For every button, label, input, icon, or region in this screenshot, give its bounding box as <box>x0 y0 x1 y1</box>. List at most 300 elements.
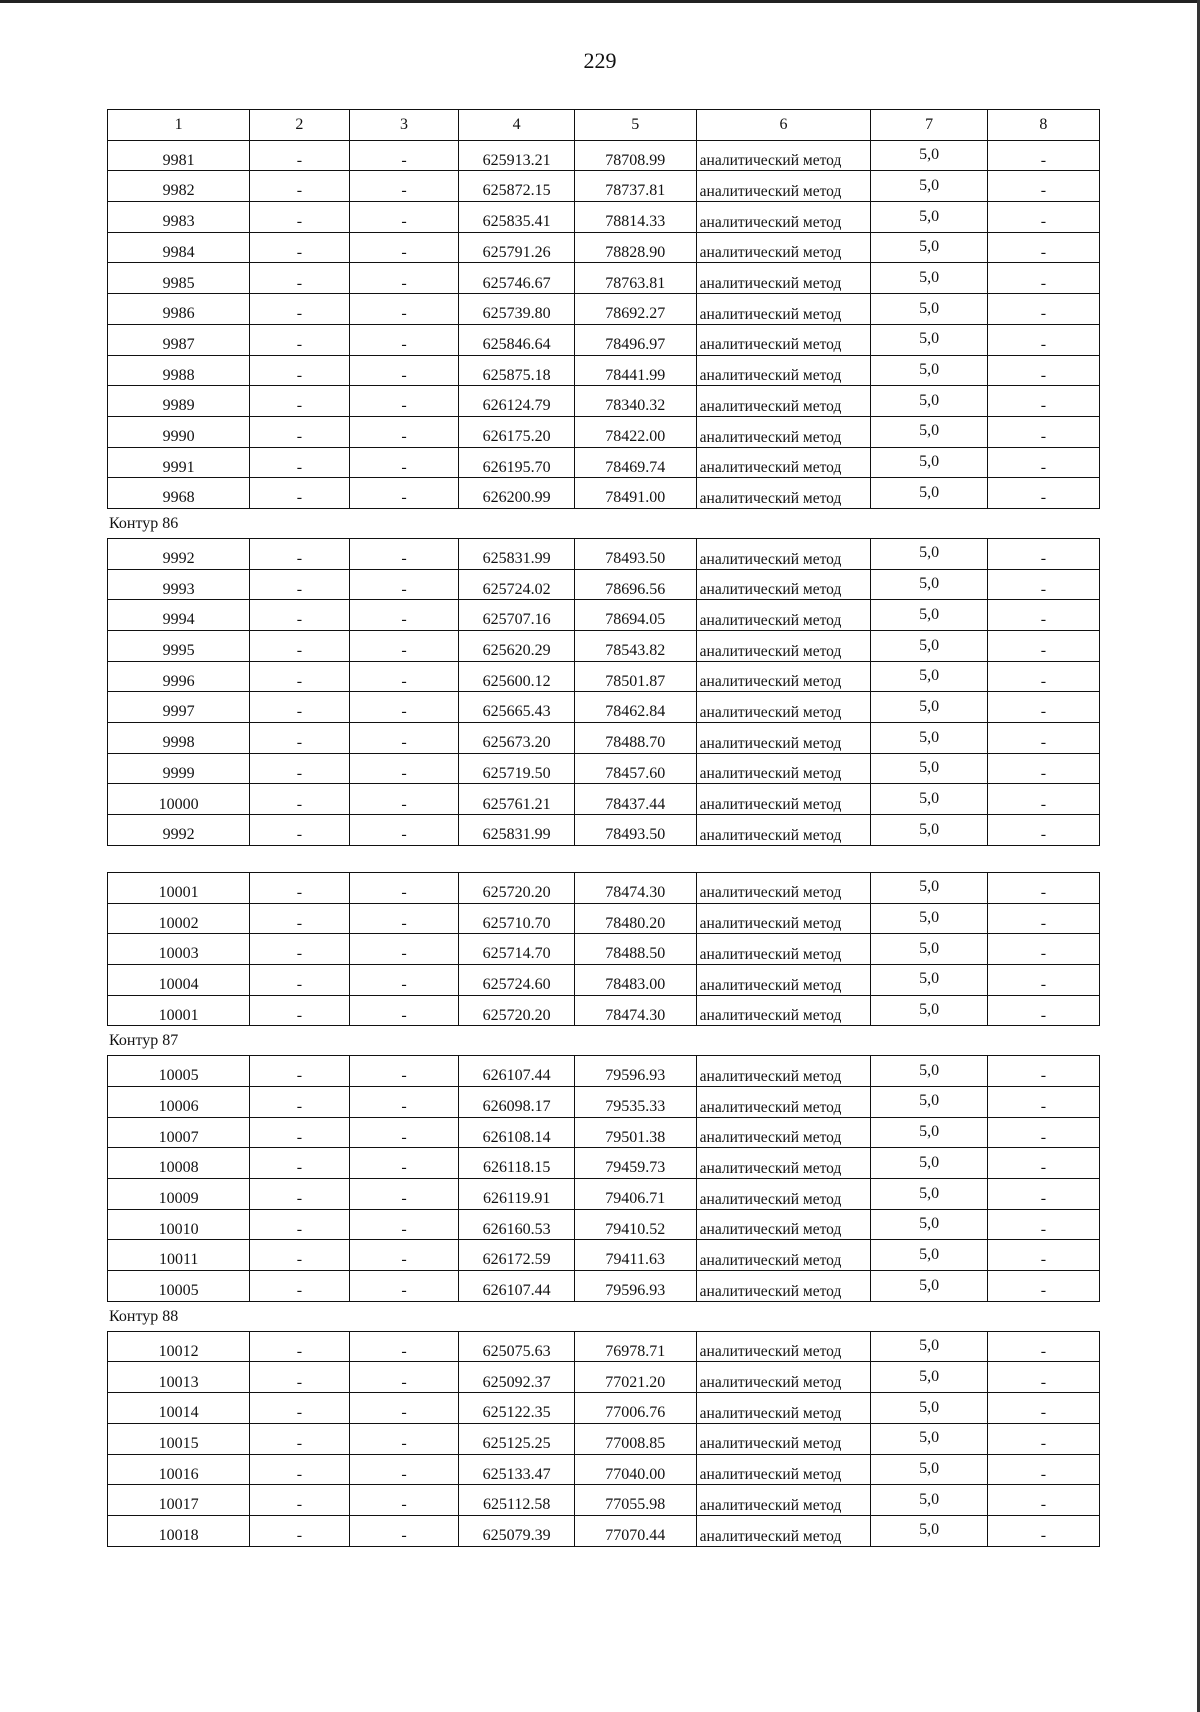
table-cell: - <box>250 600 349 631</box>
table-cell: - <box>349 1331 459 1362</box>
table-cell: 626200.99 <box>459 478 574 509</box>
table-cell: 5,0 <box>871 569 987 600</box>
table-cell: 78694.05 <box>574 600 696 631</box>
table-cell: 5,0 <box>871 815 987 846</box>
table-cell: 78422.00 <box>574 416 696 447</box>
table-cell: 9993 <box>108 569 250 600</box>
table-cell: - <box>250 661 349 692</box>
table-cell: - <box>987 569 1099 600</box>
table-cell: 625600.12 <box>459 661 574 692</box>
table-row <box>108 1331 1100 1362</box>
table-cell: 5,0 <box>871 171 987 202</box>
table-cell: 626098.17 <box>459 1086 574 1117</box>
table-cell: 5,0 <box>871 1271 987 1302</box>
table-cell: - <box>987 1240 1099 1271</box>
table-cell: аналитический метод <box>696 1423 871 1454</box>
table-cell: 5,0 <box>871 1423 987 1454</box>
table-cell: аналитический метод <box>696 815 871 846</box>
table-cell: 78480.20 <box>574 903 696 934</box>
table-cell: - <box>250 1209 349 1240</box>
table-cell: 78737.81 <box>574 171 696 202</box>
table-cell: 625831.99 <box>459 815 574 846</box>
table-cell: - <box>349 202 459 233</box>
table-row <box>108 416 1100 447</box>
table-cell: аналитический метод <box>696 1454 871 1485</box>
table-cell: аналитический метод <box>696 263 871 294</box>
table-row <box>108 1393 1100 1424</box>
table-cell: 625724.60 <box>459 964 574 995</box>
table-cell: 78708.99 <box>574 140 696 171</box>
table-cell: 79596.93 <box>574 1271 696 1302</box>
table-cell: 5,0 <box>871 723 987 754</box>
table-cell: 9989 <box>108 386 250 417</box>
table-cell: 5,0 <box>871 1056 987 1087</box>
table-cell: 79411.63 <box>574 1240 696 1271</box>
table-cell: 625125.25 <box>459 1423 574 1454</box>
table-cell: - <box>987 1362 1099 1393</box>
table-cell: - <box>349 569 459 600</box>
table-cell: - <box>987 171 1099 202</box>
table-cell: - <box>250 872 349 903</box>
table-cell: аналитический метод <box>696 232 871 263</box>
table-cell: - <box>250 631 349 662</box>
table-cell: аналитический метод <box>696 1240 871 1271</box>
table-cell: 79459.73 <box>574 1148 696 1179</box>
table-cell: 10014 <box>108 1393 250 1424</box>
table-cell: - <box>349 934 459 965</box>
column-header-4: 4 <box>459 110 574 141</box>
table-cell: - <box>987 1271 1099 1302</box>
column-header-6: 6 <box>696 110 871 141</box>
table-row <box>108 202 1100 233</box>
table-cell: аналитический метод <box>696 723 871 754</box>
table-cell: - <box>987 753 1099 784</box>
table-cell: - <box>349 600 459 631</box>
table-cell: - <box>250 140 349 171</box>
table-cell: 5,0 <box>871 263 987 294</box>
table-cell: аналитический метод <box>696 1485 871 1516</box>
table-cell: - <box>987 1515 1099 1546</box>
page-number: 229 <box>583 48 617 73</box>
table-cell: 10000 <box>108 784 250 815</box>
table-cell: 5,0 <box>871 600 987 631</box>
table-cell: аналитический метод <box>696 995 871 1026</box>
column-header-3: 3 <box>349 110 459 141</box>
table-cell: 78441.99 <box>574 355 696 386</box>
table-cell: - <box>987 631 1099 662</box>
table-row <box>108 263 1100 294</box>
table-cell: 9987 <box>108 324 250 355</box>
table-cell: - <box>349 1362 459 1393</box>
table-cell: 625720.20 <box>459 872 574 903</box>
table-row <box>108 815 1100 846</box>
table-cell: - <box>987 723 1099 754</box>
table-cell: 626175.20 <box>459 416 574 447</box>
table-cell: 9999 <box>108 753 250 784</box>
table-cell: 625665.43 <box>459 692 574 723</box>
table-cell: аналитический метод <box>696 1393 871 1424</box>
table-cell: 626107.44 <box>459 1056 574 1087</box>
table-cell: 625075.63 <box>459 1331 574 1362</box>
table-cell: 625746.67 <box>459 263 574 294</box>
table-row <box>108 753 1100 784</box>
table-cell: аналитический метод <box>696 784 871 815</box>
table-row <box>108 1362 1100 1393</box>
table-cell: 10002 <box>108 903 250 934</box>
table-cell: - <box>987 202 1099 233</box>
table-row <box>108 964 1100 995</box>
table-cell: - <box>987 1485 1099 1516</box>
table-cell: 76978.71 <box>574 1331 696 1362</box>
table-row <box>108 447 1100 478</box>
table-cell: - <box>250 1117 349 1148</box>
table-cell: - <box>250 1240 349 1271</box>
table-cell: 9991 <box>108 447 250 478</box>
table-cell: - <box>250 294 349 325</box>
table-cell: аналитический метод <box>696 416 871 447</box>
table-cell: 5,0 <box>871 294 987 325</box>
table-cell: - <box>987 872 1099 903</box>
table-cell: - <box>250 171 349 202</box>
table-cell: - <box>250 934 349 965</box>
contour-label: Контур 87 <box>109 1032 179 1050</box>
table-cell: 9981 <box>108 140 250 171</box>
table-cell: 625913.21 <box>459 140 574 171</box>
table-cell: - <box>250 1148 349 1179</box>
table-cell: 5,0 <box>871 1117 987 1148</box>
table-cell: 625714.70 <box>459 934 574 965</box>
table-cell: - <box>250 263 349 294</box>
table-row <box>108 784 1100 815</box>
table-cell: - <box>987 1148 1099 1179</box>
table-cell: - <box>987 815 1099 846</box>
column-header-7: 7 <box>871 110 987 141</box>
table-cell: - <box>250 1454 349 1485</box>
table-cell: - <box>987 416 1099 447</box>
table-row <box>108 934 1100 965</box>
table-cell: 5,0 <box>871 1331 987 1362</box>
table-cell: 9996 <box>108 661 250 692</box>
table-cell: 77040.00 <box>574 1454 696 1485</box>
table-cell: аналитический метод <box>696 661 871 692</box>
table-cell: 10001 <box>108 995 250 1026</box>
table-cell: 9982 <box>108 171 250 202</box>
table-row <box>108 171 1100 202</box>
table-cell: 5,0 <box>871 1209 987 1240</box>
table-row <box>108 1515 1100 1546</box>
table-cell: - <box>349 140 459 171</box>
table-cell: 10016 <box>108 1454 250 1485</box>
table-row <box>108 600 1100 631</box>
table-cell: аналитический метод <box>696 903 871 934</box>
table-cell: 9994 <box>108 600 250 631</box>
table-row <box>108 569 1100 600</box>
table-cell: аналитический метод <box>696 478 871 509</box>
table-cell: - <box>987 386 1099 417</box>
table-cell: 5,0 <box>871 386 987 417</box>
table-cell: - <box>250 1485 349 1516</box>
table-cell: - <box>250 784 349 815</box>
table-cell: 78763.81 <box>574 263 696 294</box>
table-cell: - <box>349 692 459 723</box>
table-cell: 9998 <box>108 723 250 754</box>
table-cell: 5,0 <box>871 1485 987 1516</box>
table-cell: - <box>987 1331 1099 1362</box>
table-row <box>108 1271 1100 1302</box>
table-cell: аналитический метод <box>696 1362 871 1393</box>
table-cell: - <box>349 1056 459 1087</box>
table-cell: - <box>349 171 459 202</box>
table-cell: 625092.37 <box>459 1362 574 1393</box>
table-row <box>108 1148 1100 1179</box>
table-cell: 78496.97 <box>574 324 696 355</box>
table-cell: аналитический метод <box>696 140 871 171</box>
table-cell: 5,0 <box>871 1148 987 1179</box>
table-cell: - <box>250 1086 349 1117</box>
table-cell: - <box>349 447 459 478</box>
table-row <box>108 1086 1100 1117</box>
table-cell: - <box>987 355 1099 386</box>
table-cell: - <box>349 355 459 386</box>
table-cell: 10017 <box>108 1485 250 1516</box>
table-cell: 625835.41 <box>459 202 574 233</box>
table-cell: - <box>349 1179 459 1210</box>
table-cell: 78696.56 <box>574 569 696 600</box>
table-cell: 9995 <box>108 631 250 662</box>
table-cell: 5,0 <box>871 1179 987 1210</box>
table-cell: - <box>987 1393 1099 1424</box>
table-cell: 625720.20 <box>459 995 574 1026</box>
table-cell: 626108.14 <box>459 1117 574 1148</box>
table-cell: - <box>349 723 459 754</box>
table-cell: 5,0 <box>871 661 987 692</box>
table-cell: 79501.38 <box>574 1117 696 1148</box>
contour-label: Контур 88 <box>109 1307 179 1325</box>
table-cell: 5,0 <box>871 753 987 784</box>
table-cell: 5,0 <box>871 964 987 995</box>
table-row <box>108 661 1100 692</box>
table-cell: 626107.44 <box>459 1271 574 1302</box>
table-row <box>108 294 1100 325</box>
table-cell: аналитический метод <box>696 753 871 784</box>
table-cell: - <box>349 1515 459 1546</box>
table-cell: - <box>987 995 1099 1026</box>
table-cell: 77021.20 <box>574 1362 696 1393</box>
table-cell: 9992 <box>108 538 250 569</box>
table-cell: - <box>349 964 459 995</box>
table-cell: 10011 <box>108 1240 250 1271</box>
table-cell: - <box>349 1086 459 1117</box>
table-cell: 10007 <box>108 1117 250 1148</box>
table-row <box>108 1485 1100 1516</box>
table-cell: - <box>987 784 1099 815</box>
table-cell: - <box>250 723 349 754</box>
table-cell: - <box>987 964 1099 995</box>
table-cell: - <box>987 538 1099 569</box>
table-cell: 78814.33 <box>574 202 696 233</box>
table-cell: аналитический метод <box>696 692 871 723</box>
table-cell: 10012 <box>108 1331 250 1362</box>
table-cell: - <box>987 232 1099 263</box>
table-cell: - <box>349 784 459 815</box>
table-cell: - <box>987 1179 1099 1210</box>
table-row <box>108 538 1100 569</box>
table-cell: 10004 <box>108 964 250 995</box>
table-cell: 626118.15 <box>459 1148 574 1179</box>
table-cell: 5,0 <box>871 1515 987 1546</box>
column-header-5: 5 <box>574 110 696 141</box>
table-cell: 9983 <box>108 202 250 233</box>
table-cell: 78474.30 <box>574 872 696 903</box>
table-cell: 10006 <box>108 1086 250 1117</box>
coordinates-block-1 <box>107 538 1100 846</box>
contour-label: Контур 86 <box>109 514 179 532</box>
header-row <box>108 110 1100 141</box>
table-cell: 625719.50 <box>459 753 574 784</box>
table-cell: аналитический метод <box>696 600 871 631</box>
table-cell: - <box>987 1423 1099 1454</box>
table-cell: 78493.50 <box>574 538 696 569</box>
table-cell: 10018 <box>108 1515 250 1546</box>
table-cell: 5,0 <box>871 232 987 263</box>
table-cell: 625724.02 <box>459 569 574 600</box>
table-cell: 10005 <box>108 1271 250 1302</box>
table-cell: 625122.35 <box>459 1393 574 1424</box>
table-cell: 78462.84 <box>574 692 696 723</box>
table-cell: - <box>349 1240 459 1271</box>
table-cell: 78828.90 <box>574 232 696 263</box>
table-cell: аналитический метод <box>696 171 871 202</box>
table-cell: - <box>349 903 459 934</box>
column-header-1: 1 <box>108 110 250 141</box>
table-cell: - <box>349 1271 459 1302</box>
table-row <box>108 1056 1100 1087</box>
table-cell: - <box>987 1454 1099 1485</box>
table-cell: - <box>250 324 349 355</box>
table-cell: 78493.50 <box>574 815 696 846</box>
table-cell: 5,0 <box>871 140 987 171</box>
table-row <box>108 386 1100 417</box>
table-cell: аналитический метод <box>696 324 871 355</box>
table-cell: аналитический метод <box>696 294 871 325</box>
table-cell: 78488.70 <box>574 723 696 754</box>
table-cell: 625875.18 <box>459 355 574 386</box>
table-cell: аналитический метод <box>696 355 871 386</box>
table-cell: 78474.30 <box>574 995 696 1026</box>
table-cell: 5,0 <box>871 1086 987 1117</box>
table-cell: 78340.32 <box>574 386 696 417</box>
table-cell: - <box>987 140 1099 171</box>
table-cell: 625739.80 <box>459 294 574 325</box>
table-cell: аналитический метод <box>696 202 871 233</box>
table-cell: 625831.99 <box>459 538 574 569</box>
table-cell: - <box>250 1179 349 1210</box>
table-cell: 79535.33 <box>574 1086 696 1117</box>
table-cell: 10013 <box>108 1362 250 1393</box>
table-row <box>108 872 1100 903</box>
table-cell: 9968 <box>108 478 250 509</box>
table-cell: 626172.59 <box>459 1240 574 1271</box>
table-cell: 79406.71 <box>574 1179 696 1210</box>
table-cell: 78543.82 <box>574 631 696 662</box>
table-cell: 626124.79 <box>459 386 574 417</box>
table-cell: - <box>987 661 1099 692</box>
table-cell: - <box>349 294 459 325</box>
table-cell: - <box>987 1117 1099 1148</box>
table-cell: 78501.87 <box>574 661 696 692</box>
table-cell: - <box>349 995 459 1026</box>
table-cell: 5,0 <box>871 355 987 386</box>
coordinates-block-2 <box>107 872 1100 1026</box>
table-cell: - <box>987 1086 1099 1117</box>
table-cell: 5,0 <box>871 447 987 478</box>
table-cell: 5,0 <box>871 1240 987 1271</box>
table-cell: 10008 <box>108 1148 250 1179</box>
table-cell: аналитический метод <box>696 1515 871 1546</box>
table-cell: 626119.91 <box>459 1179 574 1210</box>
table-cell: 625791.26 <box>459 232 574 263</box>
coordinates-table <box>107 109 1100 1547</box>
table-cell: 79410.52 <box>574 1209 696 1240</box>
table-cell: 10005 <box>108 1056 250 1087</box>
table-cell: - <box>250 815 349 846</box>
table-cell: аналитический метод <box>696 1117 871 1148</box>
table-row <box>108 1240 1100 1271</box>
table-cell: 9984 <box>108 232 250 263</box>
table-cell: - <box>349 232 459 263</box>
coordinates-block-4 <box>107 1331 1100 1547</box>
table-cell: - <box>250 538 349 569</box>
table-cell: аналитический метод <box>696 386 871 417</box>
table-cell: 5,0 <box>871 1454 987 1485</box>
table-cell: - <box>349 416 459 447</box>
table-cell: - <box>349 1485 459 1516</box>
table-cell: - <box>250 202 349 233</box>
table-cell: 10001 <box>108 872 250 903</box>
table-cell: - <box>349 1148 459 1179</box>
block-gap <box>107 846 1100 872</box>
table-cell: 77006.76 <box>574 1393 696 1424</box>
table-cell: - <box>349 631 459 662</box>
table-cell: 9992 <box>108 815 250 846</box>
table-cell: 78457.60 <box>574 753 696 784</box>
table-row <box>108 1423 1100 1454</box>
table-cell: аналитический метод <box>696 934 871 965</box>
table-row <box>108 631 1100 662</box>
table-cell: аналитический метод <box>696 447 871 478</box>
table-cell: 10003 <box>108 934 250 965</box>
table-cell: - <box>987 263 1099 294</box>
table-cell: 626160.53 <box>459 1209 574 1240</box>
table-cell: - <box>987 447 1099 478</box>
table-cell: - <box>250 692 349 723</box>
table-cell: 5,0 <box>871 903 987 934</box>
table-cell: аналитический метод <box>696 1331 871 1362</box>
table-cell: аналитический метод <box>696 1271 871 1302</box>
table-cell: аналитический метод <box>696 631 871 662</box>
table-cell: 78469.74 <box>574 447 696 478</box>
table-cell: аналитический метод <box>696 1179 871 1210</box>
table-cell: - <box>250 569 349 600</box>
table-cell: - <box>987 478 1099 509</box>
table-cell: 625872.15 <box>459 171 574 202</box>
table-cell: - <box>250 416 349 447</box>
table-row <box>108 1117 1100 1148</box>
table-cell: - <box>250 1271 349 1302</box>
table-cell: 625620.29 <box>459 631 574 662</box>
coordinates-block-3 <box>107 1055 1100 1302</box>
table-cell: 77055.98 <box>574 1485 696 1516</box>
